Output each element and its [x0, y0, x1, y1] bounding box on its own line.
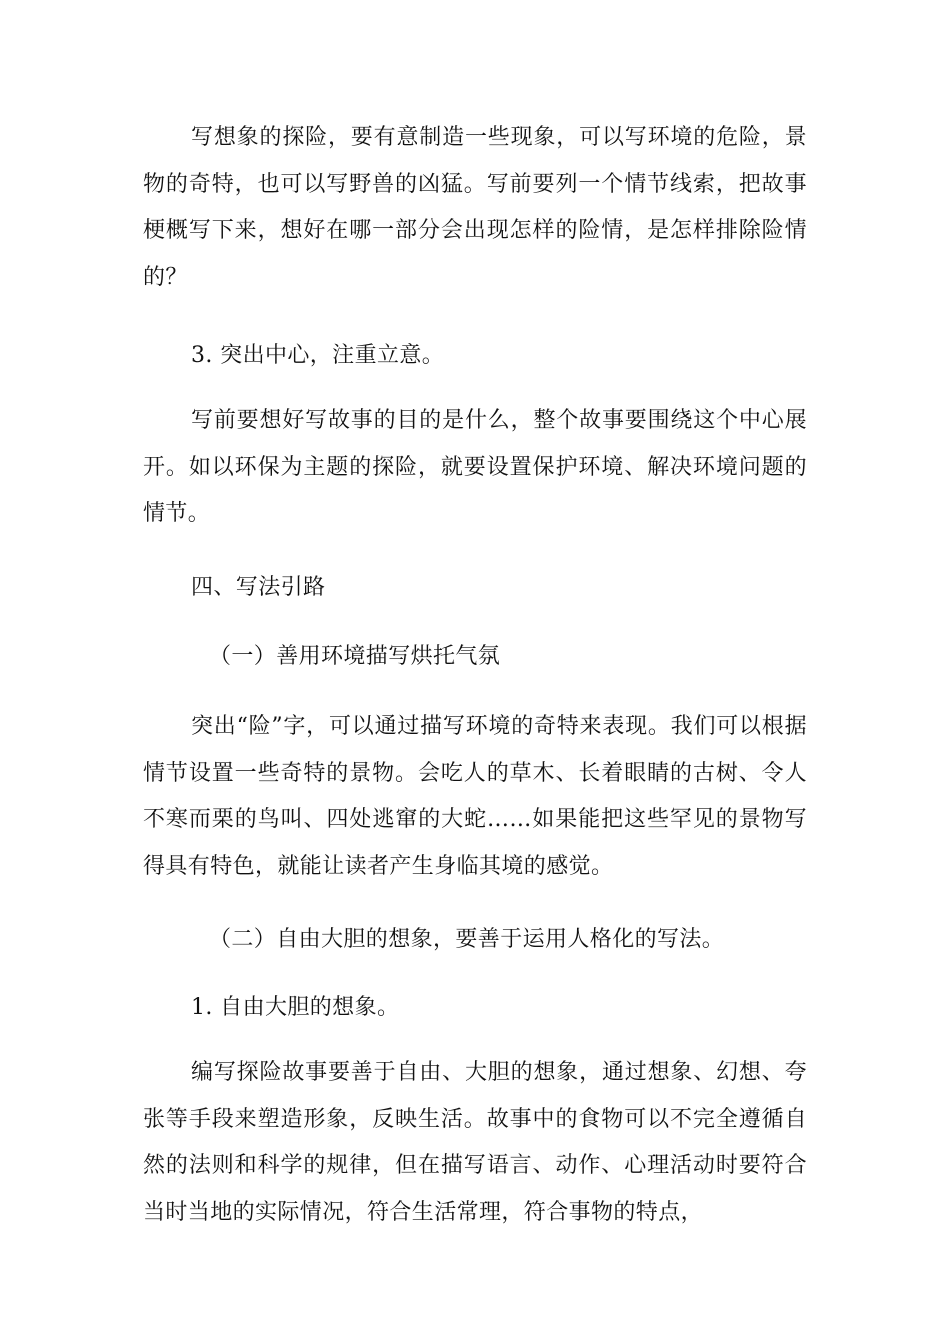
- subsection-heading-imagination: （二）自由大胆的想象，要善于运用人格化的写法。: [209, 927, 725, 952]
- paragraph-bold-imagination: 编写探险故事要善于自由、大胆的想象，通过想象、幻想、夸张等手段来塑造形象，反映生活。故事中的食物可以不完全遵循自然的法则和科学的规律，但在描写语言、动作、心理活动时要符合当时当地的实际情况，符合生活常理，符合事物的特点，: [143, 1060, 807, 1225]
- section-heading-writing-guide: 四、写法引路: [191, 575, 326, 600]
- paragraph-environment-description: 突出“险”字，可以通过描写环境的奇特来表现。我们可以根据情节设置一些奇特的景物。会吃人的草木、长着眼睛的古树、令人不寒而栗的鸟叫、四处逃窜的大蛇……如果能把这些罕见的景物写得具有特色，就能让读者产生身临其境的感觉。: [143, 714, 807, 879]
- paragraph-point-1-heading: 1. 自由大胆的想象。: [191, 995, 400, 1020]
- paragraph-adventure-imagination: 写想象的探险，要有意制造一些现象，可以写环境的危险，景物的奇特，也可以写野兽的凶猛。写前要列一个情节线索，把故事梗概写下来，想好在哪一部分会出现怎样的险情，是怎样排除险情的？: [143, 125, 807, 290]
- subsection-heading-environment: （一）善用环境描写烘托气氛: [209, 644, 501, 669]
- paragraph-point-3-heading: 3. 突出中心，注重立意。: [191, 343, 445, 368]
- paragraph-theme-planning: 写前要想好写故事的目的是什么，整个故事要围绕这个中心展开。如以环保为主题的探险，就要设置保护环境、解决环境问题的情节。: [143, 408, 807, 526]
